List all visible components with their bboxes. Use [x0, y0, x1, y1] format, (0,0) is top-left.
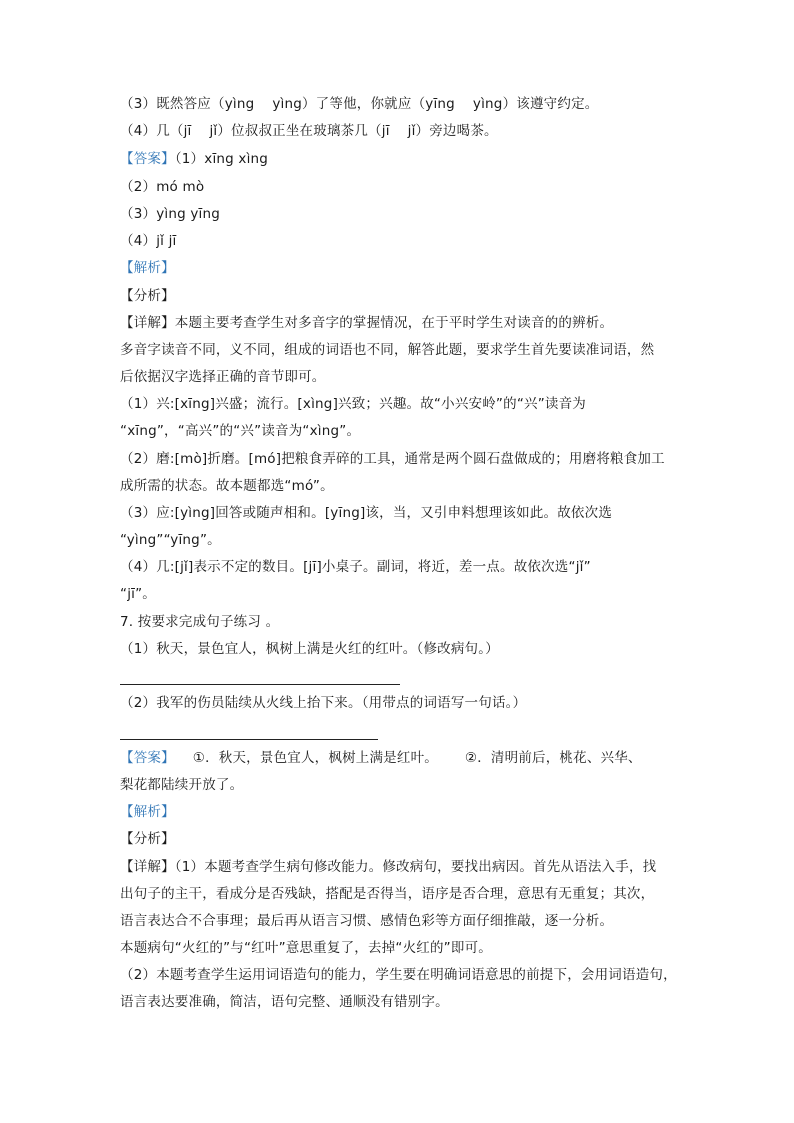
explain-line-2: 多音字读音不同，义不同，组成的词语也不同，解答此题，要求学生首先要读准词语，然	[120, 342, 655, 358]
explain-line-6: （2）磨:[mò]折磨。[mó]把粮食弄碎的工具，通常是两个圆石盘做成的；用磨将粮食加工	[120, 451, 665, 467]
answer-7-line-1: 【答案】 ①．秋天，景色宜人，枫树上满是红叶。 ②．清明前后，桃花、兴华、	[120, 750, 642, 766]
explain-7-line-2: 出句子的主干，看成分是否残缺，搭配是否得当，语序是否合理，意思有无重复；其次，	[120, 886, 655, 902]
explain-line-5: “xīng”，“高兴”的“兴”读音为“xìng”。	[120, 423, 361, 439]
explain-line-10: （4）几:[jǐ]表示不定的数目。[jī]小桌子。副词，将近，差一点。故依次选“jǐ”	[120, 559, 591, 575]
explain-line-9: “yìng”“yīng”。	[120, 532, 221, 548]
answer-line-2: （2）mó mò	[120, 179, 205, 195]
explain-line-3: 后依据汉字选择正确的音节即可。	[120, 369, 326, 385]
explain-7-line-6: 语言表达要准确，简洁，语句完整、通顺没有错别字。	[120, 994, 449, 1010]
explain-7-line-1: 【详解】（1）本题考查学生病句修改能力。修改病句，要找出病因。首先从语法入手，找	[120, 859, 657, 875]
analysis-label-line-2	[120, 802, 175, 822]
answer-line-3: （3）yìng yīng	[120, 206, 221, 222]
explain-line-7: 成所需的状态。故本题都选“mó”。	[120, 478, 334, 494]
explain-7-line-3: 语言表达合不合事理；最后再从语言习惯、感情色彩等方面仔细推敲，逐一分析。	[120, 913, 614, 929]
fenxi-heading-2: 【分析】	[120, 831, 175, 847]
explain-line-11: “jī”。	[120, 586, 156, 602]
explain-line-1: 【详解】本题主要考查学生对多音字的掌握情况，在于平时学生对读音的的辨析。	[120, 315, 614, 331]
analysis-label: 【解析】	[120, 260, 175, 276]
explain-line-4: （1）兴:[xīng]兴盛；流行。[xìng]兴致；兴趣。故“小兴安岭”的“兴”读音为	[120, 396, 587, 412]
answer-label: 【答案】	[120, 750, 175, 766]
explain-7-line-5: （2）本题考查学生运用词语造句的能力，学生要在明确词语意思的前提下，会用词语造句，	[120, 967, 677, 983]
explain-7-line-4: 本题病句“火红的”与“红叶”意思重复了，去掉“火红的”即可。	[120, 940, 492, 956]
answer-blank-line-2	[120, 739, 378, 740]
explain-line-8: （3）应:[yìng]回答或随声相和。[yīng]该，当，又引申料想理该如此。故依次选	[120, 505, 613, 521]
question-7-title: 7. 按要求完成句子练习 。	[120, 614, 280, 630]
fenxi-heading: 【分析】	[120, 288, 175, 304]
question-7-2: （2）我军的伤员陆续从火线上抬下来。（用带点的词语写一句话。）	[120, 695, 527, 711]
analysis-label: 【解析】	[120, 804, 175, 820]
answer-line-4: （4）jǐ jī	[120, 233, 177, 249]
analysis-label-line	[120, 258, 175, 278]
answer-label: 【答案】	[120, 151, 175, 167]
answer-line-1: 【答案】（1）xīng xìng	[120, 151, 269, 167]
answer-7-line-2: 梨花都陆续开放了。	[120, 777, 244, 793]
question-7-1: （1）秋天，景色宜人，枫树上满是火红的红叶。（修改病句。）	[120, 641, 499, 657]
answer-blank-line-1	[120, 684, 400, 685]
question-4-line: （4）几（jī jǐ）位叔叔正坐在玻璃茶几（jī jǐ）旁边喝茶。	[120, 123, 498, 139]
question-3-line: （3）既然答应（yìng yìng）了等他，你就应（yīng yìng）该遵守约定。	[120, 96, 599, 112]
